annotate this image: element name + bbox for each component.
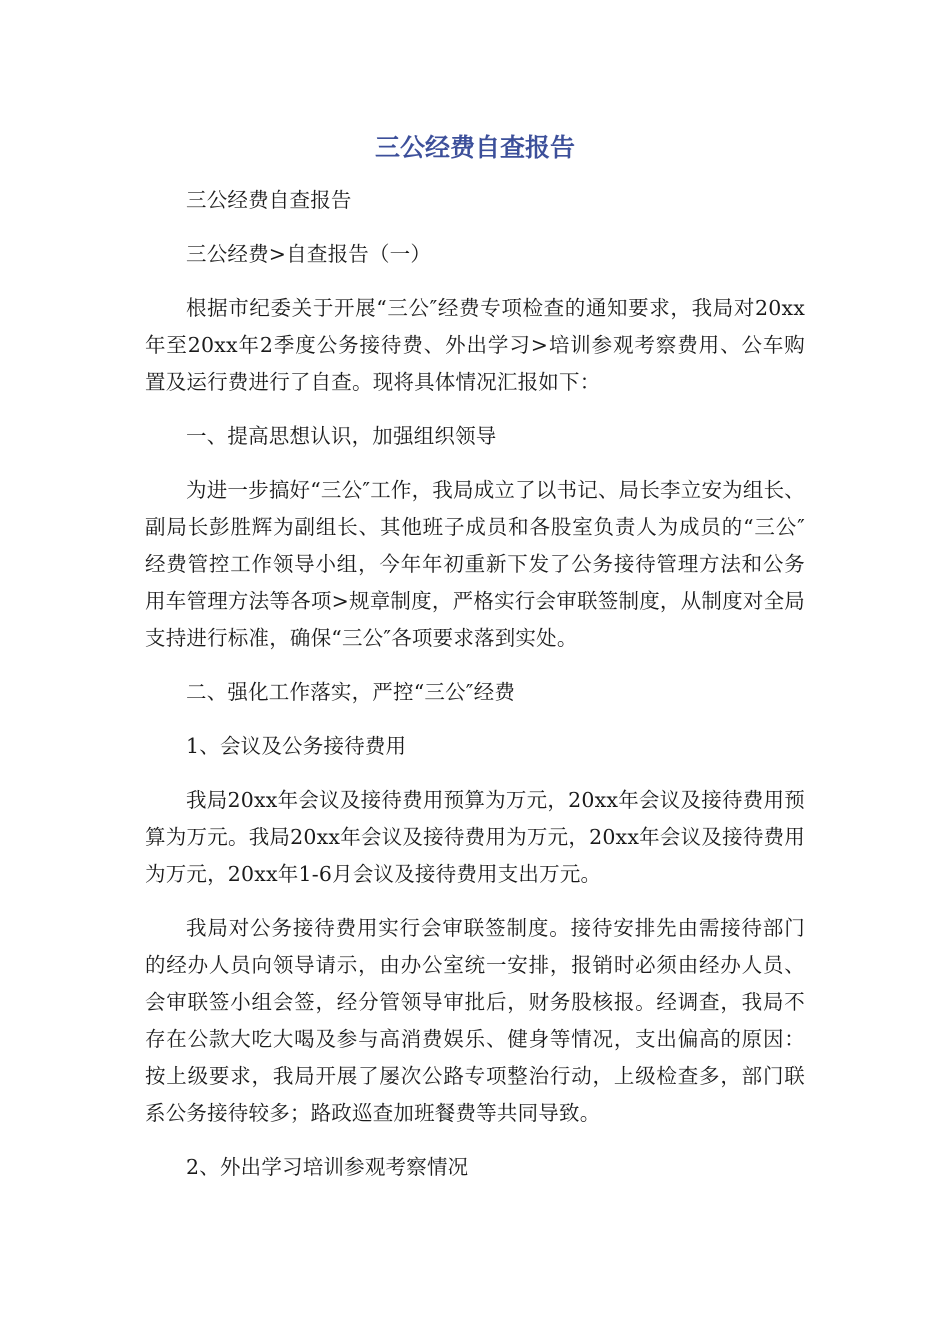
- heading-subsection-2: 2、外出学习培训参观考察情况: [186, 1155, 469, 1179]
- paragraph-subtitle: 三公经费自查报告: [186, 188, 352, 212]
- heading-section-1: 一、提高思想认识，加强组织领导: [186, 424, 497, 448]
- document-body: [145, 182, 805, 1203]
- paragraph-section-label: 三公经费>自查报告（一）: [186, 242, 432, 266]
- document-title: 三公经费自查报告: [374, 133, 575, 162]
- heading-section-2: 二、强化工作落实，严控“三公″经费: [186, 680, 516, 704]
- heading-subsection-1: 1、会议及公务接待费用: [186, 734, 407, 758]
- paragraph-intro: 根据市纪委关于开展“三公″经费专项检查的通知要求，我局对20xx年至20xx年2季度公务接待费、外出学习>培训参观考察费用、公车购置及运行费进行了自查。现将具体情况汇报如下：: [145, 296, 805, 394]
- paragraph-reception-policy: 我局对公务接待费用实行会审联签制度。接待安排先由需接待部门的经办人员向领导请示，由办公室统一安排，报销时必须由经办人员、会审联签小组会签，经分管领导审批后，财务股核报。经调查，我局不存在公款大吃大喝及参与高消费娱乐、健身等情况，支出偏高的原因：按上级要求，我局开展了屡次公路专项整治行动，上级检查多，部门联系公务接待较多；路政巡查加班餐费等共同导致。: [145, 916, 805, 1125]
- paragraph-leadership: 为进一步搞好“三公″工作，我局成立了以书记、局长李立安为组长、副局长彭胜辉为副组长、其他班子成员和各股室负责人为成员的“三公″经费管控工作领导小组，今年年初重新下发了公务接待管理方法和公务用车管理方法等各项>规章制度，严格实行会审联签制度，从制度对全局支持进行标准，确保“三公″各项要求落到实处。: [145, 478, 805, 650]
- paragraph-budget: 我局20xx年会议及接待费用预算为万元，20xx年会议及接待费用预算为万元。我局20xx年会议及接待费用为万元，20xx年会议及接待费用为万元，20xx年1-6月会议及接待费用支出万元。: [145, 788, 805, 886]
